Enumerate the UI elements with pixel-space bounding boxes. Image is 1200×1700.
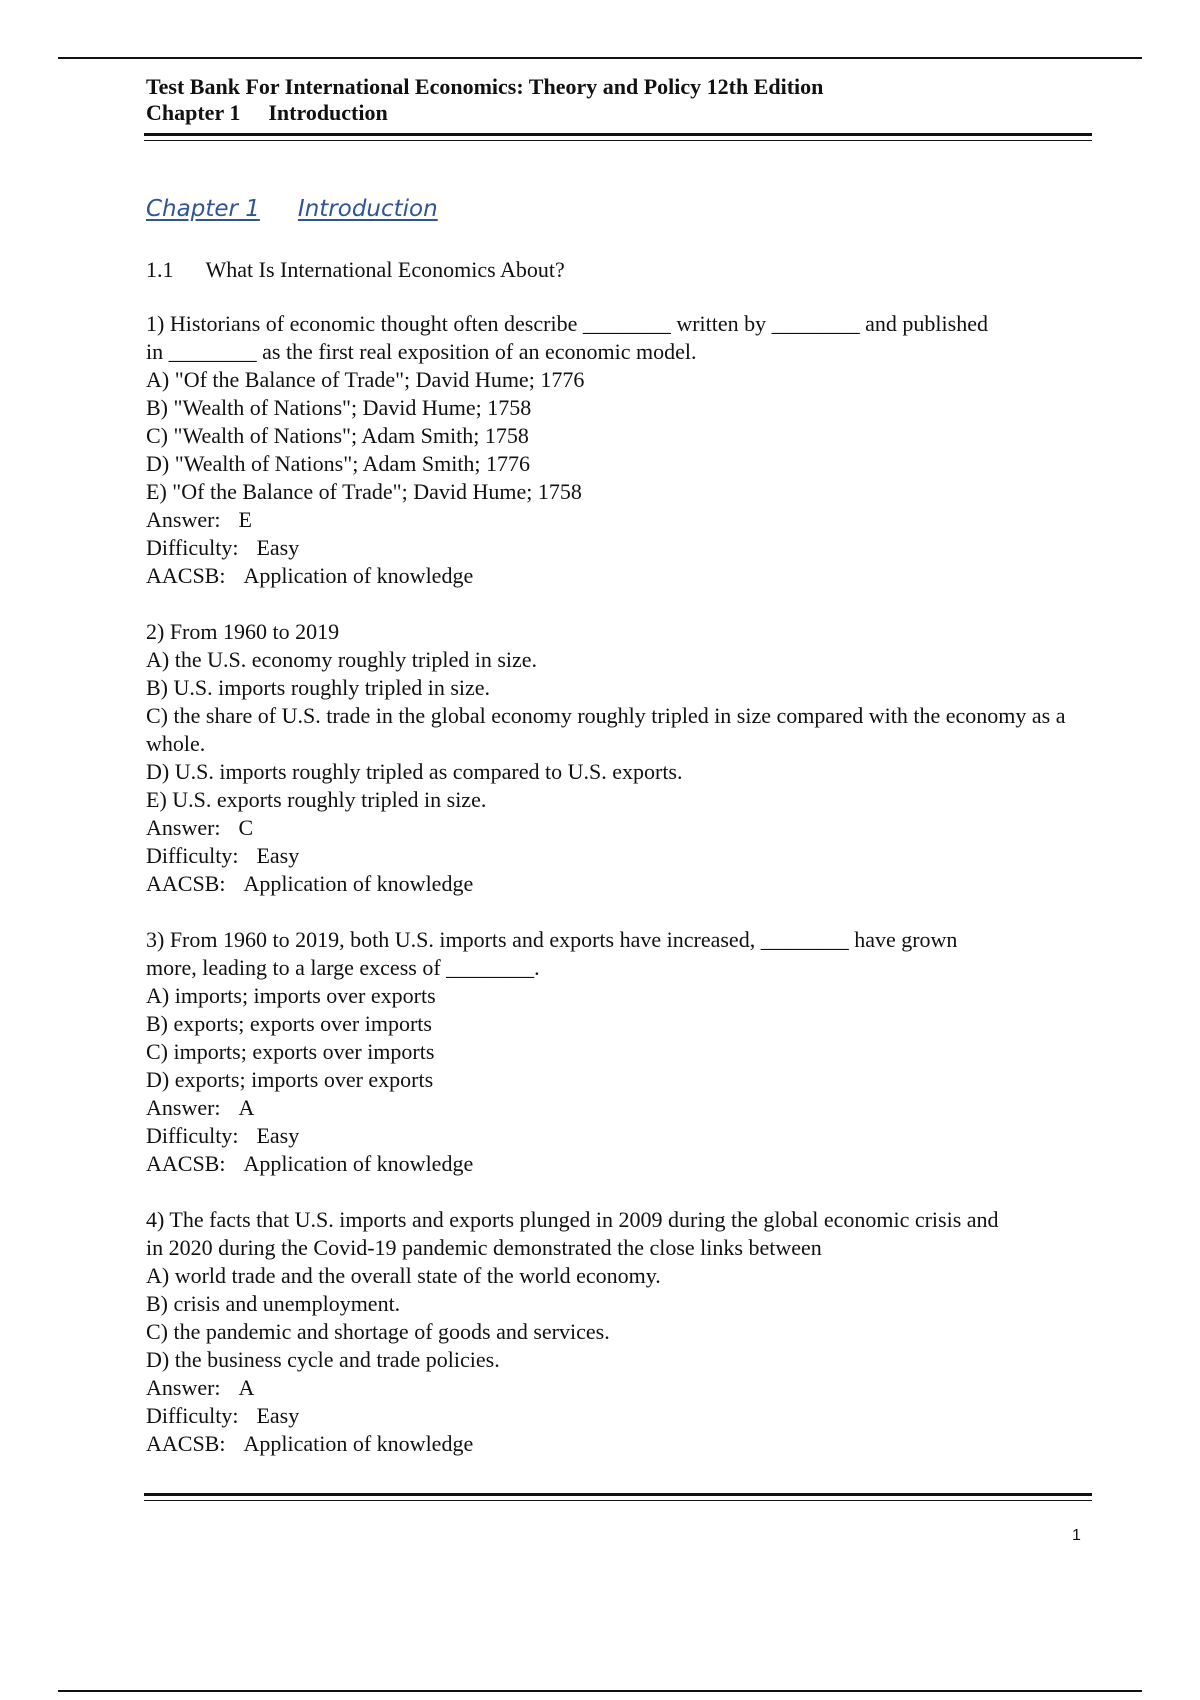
question-aacsb-label: AACSB: [146, 563, 226, 588]
question-aacsb-row [146, 1150, 1096, 1178]
chapter-heading-name: Introduction [297, 196, 438, 222]
question-difficulty-row [146, 1122, 1096, 1150]
answer-option: D) the business cycle and trade policies. [146, 1347, 500, 1372]
question-stem-line: in 2020 during the Covid-19 pandemic demonstrated the close links between [146, 1235, 822, 1260]
question-answer-value: A [238, 1375, 255, 1400]
question-aacsb-value: Application of knowledge [243, 871, 474, 896]
answer-option: E) "Of the Balance of Trade"; David Hume; 1758 [146, 479, 582, 504]
question-aacsb-row [146, 1430, 1096, 1458]
question-answer-value: E [238, 507, 252, 532]
question-answer-row [146, 1374, 1096, 1402]
question-difficulty-value: Easy [256, 1403, 300, 1428]
chapter-heading-number: Chapter 1 [146, 196, 260, 222]
header-title: Test Bank For International Economics: Theory and Policy 12th Edition [146, 74, 824, 99]
question-answer-row [146, 1094, 1096, 1122]
question-answer-row [146, 814, 1096, 842]
answer-option: A) the U.S. economy roughly tripled in size. [146, 647, 538, 672]
question-difficulty-row [146, 1402, 1096, 1430]
answer-option: E) U.S. exports roughly tripled in size. [146, 787, 487, 812]
question-difficulty-value: Easy [256, 1123, 300, 1148]
question-difficulty-label: Difficulty: [146, 1403, 239, 1428]
question-aacsb-label: AACSB: [146, 1151, 226, 1176]
question-difficulty-value: Easy [256, 843, 300, 868]
question-aacsb-row [146, 562, 1096, 590]
answer-option: A) imports; imports over exports [146, 983, 436, 1008]
answer-option: D) "Wealth of Nations"; Adam Smith; 1776 [146, 451, 531, 476]
answer-option: B) U.S. imports roughly tripled in size. [146, 675, 491, 700]
question-stem-line: 2) From 1960 to 2019 [146, 619, 340, 644]
answer-option: D) U.S. imports roughly tripled as compared to U.S. exports. [146, 759, 683, 784]
question-stem-line: 4) The facts that U.S. imports and exports plunged in 2009 during the global economic crisis and [146, 1207, 999, 1232]
answer-option: C) the share of U.S. trade in the global economy roughly tripled in size compared with the economy as a whole. [146, 703, 1066, 756]
answer-option: C) the pandemic and shortage of goods and services. [146, 1319, 610, 1344]
question-difficulty-row [146, 842, 1096, 870]
question-aacsb-row [146, 870, 1096, 898]
question-difficulty-row [146, 534, 1096, 562]
answer-option: D) exports; imports over exports [146, 1067, 434, 1092]
document-header [146, 74, 1096, 126]
question-stem-line: 1) Historians of economic thought often describe ________ written by ________ and published [146, 311, 988, 336]
section-heading [146, 256, 565, 284]
chapter-heading [146, 196, 438, 222]
header-double-rule [144, 133, 1092, 141]
answer-option: C) imports; exports over imports [146, 1039, 435, 1064]
section-number: 1.1 [146, 257, 174, 282]
question-stem-line: in ________ as the first real exposition of an economic model. [146, 339, 697, 364]
question-aacsb-label: AACSB: [146, 1431, 226, 1456]
question-aacsb-value: Application of knowledge [243, 1431, 474, 1456]
header-chapter-number: Chapter 1 [146, 100, 241, 125]
question-difficulty-label: Difficulty: [146, 1123, 239, 1148]
question-difficulty-label: Difficulty: [146, 535, 239, 560]
question-answer-value: A [238, 1095, 255, 1120]
answer-option: B) exports; exports over imports [146, 1011, 432, 1036]
answer-option: A) "Of the Balance of Trade"; David Hume; 1776 [146, 367, 585, 392]
section-title: What Is International Economics About? [205, 257, 565, 282]
header-chapter-name: Introduction [268, 100, 388, 125]
answer-option: A) world trade and the overall state of the world economy. [146, 1263, 661, 1288]
question-stem-line: 3) From 1960 to 2019, both U.S. imports and exports have increased, ________ have grown [146, 927, 958, 952]
question-stem-line: more, leading to a large excess of ________. [146, 955, 540, 980]
question-answer-value: C [238, 815, 254, 840]
page-top-rule [58, 57, 1142, 59]
answer-option: C) "Wealth of Nations"; Adam Smith; 1758 [146, 423, 529, 448]
question-difficulty-label: Difficulty: [146, 843, 239, 868]
question-item [146, 926, 1096, 1178]
question-aacsb-value: Application of knowledge [243, 1151, 474, 1176]
question-answer-row [146, 506, 1096, 534]
question-item [146, 618, 1096, 898]
page-bottom-rule [58, 1690, 1142, 1692]
page-number: 1 [1072, 1527, 1081, 1544]
footer-double-rule [144, 1493, 1092, 1501]
question-answer-label: Answer: [146, 507, 221, 532]
question-difficulty-value: Easy [256, 535, 300, 560]
answer-option: B) crisis and unemployment. [146, 1291, 401, 1316]
question-list [146, 310, 1096, 1486]
question-answer-label: Answer: [146, 1095, 221, 1120]
header-chapter [146, 100, 1096, 126]
question-item [146, 310, 1096, 590]
answer-option: B) "Wealth of Nations"; David Hume; 1758 [146, 395, 532, 420]
question-aacsb-value: Application of knowledge [243, 563, 474, 588]
question-answer-label: Answer: [146, 1375, 221, 1400]
question-aacsb-label: AACSB: [146, 871, 226, 896]
question-answer-label: Answer: [146, 815, 221, 840]
question-item [146, 1206, 1096, 1458]
